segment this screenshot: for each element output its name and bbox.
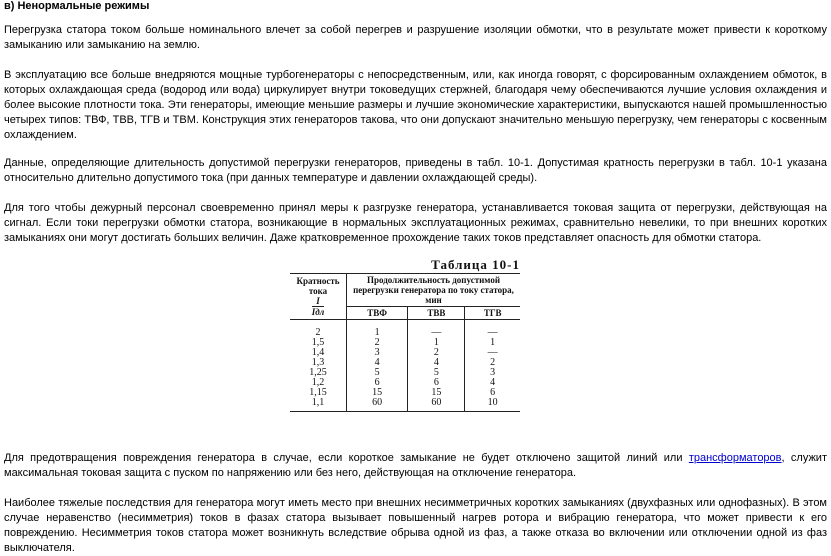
column-header-tvv: ТВВ [408,307,465,320]
current-ratio-fraction [312,296,325,317]
table-cell: 1,3 [290,358,347,368]
table-cell: 1 [490,337,496,348]
table-cell: 4 [408,358,465,368]
table-cell: 6 [490,387,496,398]
table-cell: 2 [490,357,496,368]
table-cell: 5 [408,368,465,378]
table-cell: 60 [347,398,408,412]
table-cell: 3 [490,367,496,378]
table-cell: 4 [490,377,496,388]
table-cell: 60 [408,398,465,412]
table-body [290,320,520,412]
table-cell: 4 [347,358,408,368]
fraction-denominator: Iдл [311,307,325,317]
table-cell: 1 [347,320,408,339]
table-cell: 2 [347,338,408,348]
column-header-duration: Продолжительность допустимой перегрузки генератора по току статора, мин [347,274,521,307]
table-cell: 6 [347,378,408,388]
table-cell: 1,25 [290,368,347,378]
table-row [290,348,520,358]
paragraph-text: Для предотвращения повреждения генератора в случае, если короткое замыкание не будет отключено защитой линий или [4,452,689,464]
transformers-link[interactable]: трансформаторов [688,452,782,464]
section-heading: в) Ненормальные режимы [4,0,150,12]
table-row [290,320,520,339]
table-row [290,398,520,412]
table-cell: 3 [347,348,408,358]
fraction-numerator: I [316,296,320,306]
table-cell: 6 [408,378,465,388]
table-row [290,388,520,398]
table-cell: 10 [487,397,498,408]
overload-table [290,273,520,412]
table-row [290,338,520,348]
column-header-tgv: ТГВ [465,307,520,320]
paragraph-turbogenerators: В эксплуатацию все больше внедряются мощные турбогенераторы с непосредственным, или, как иногда говорят, с форсированным охлаждением обмоток, в которых охлаждающая среда (водород или вода) циркулирует внутри токоведущих стержней, благодаря чему обеспечиваются лучшие условия охлаждения и более высокие плотности тока. Эти генераторы, имеющие меньшие размеры и лучшие экономические характеристики, выпускаются нашей промышленностью четырех типов: ТВФ, ТВВ, ТГВ и ТВМ. Конструкция этих генераторов такова, что они допускают значительно меньшую перегрузку, чем генераторы с косвенным охлаждением. [4,69,827,141]
paragraph-overload-data: Данные, определяющие длительность допустимой перегрузки генераторов, приведены в табл. 10-1. Допустимая кратность перегрузки в табл. 10-1 указана относительно длительно допустимого тока (при данных температуре и давлении охлаждающей среды). [4,157,827,184]
table-cell: — [408,320,465,339]
table-cell: 1,4 [290,348,347,358]
table-cell: 1,2 [290,378,347,388]
table-cell: — [487,347,498,358]
table-cell: 1 [408,338,465,348]
paragraph-asymmetric-faults: Наиболее тяжелые последствия для генератора могут иметь место при внешних несимметричных коротких замыканиях (двухфазных или однофазных). В этом случае неравенство (несимметрия) токов в фазах статора вызывает повышенный нагрев ротора и вибрацию генератора, что может привести к его повреждению. Несимметрия токов статора может возникнуть вследствие обрыва одной из фаз, а также отказа во включении или отключении одной из фаз выключателя. [4,497,827,554]
table-cell: 2 [290,320,347,339]
multiplicity-label: Кратность тока [296,276,340,296]
table-cell: 5 [347,368,408,378]
table-cell: 15 [408,388,465,398]
table-cell: 1,1 [290,398,347,412]
paragraph-text: , служит максимальная токовая защита с пуском по напряжению или без него, действующая на отключение генератора. [4,452,827,479]
column-header-multiplicity [290,274,347,320]
table-cell: 1,5 [290,338,347,348]
paragraph-max-current-protection [4,451,827,481]
paragraph-current-protection: Для того чтобы дежурный персонал своевременно принял меры к разгрузке генератора, устанавливается токовая защита от перегрузки, действующая на сигнал. Если токи перегрузки обмотки статора, возникающие в нормальных эксплуатационных режимах, сравнительно невелики, то при внешних коротких замыканиях они могут достигать больших величин. Даже кратковременное прохождение таких токов представляет опасность для обмотки статора. [4,202,827,244]
table-cell: 15 [347,388,408,398]
paragraph-stator-overload: Перегрузка статора током больше номинального влечет за собой перегрев и разрушение изоляции обмотки, что в результате может привести к короткому замыканию или замыканию на землю. [4,24,827,51]
table-row [290,368,520,378]
table-caption: Таблица 10-1 [431,257,520,272]
table-cell: — [487,327,498,338]
table-cell: 2 [408,348,465,358]
column-header-tvf: ТВФ [347,307,408,320]
table-figure [290,256,524,436]
table-cell: 1,15 [290,388,347,398]
